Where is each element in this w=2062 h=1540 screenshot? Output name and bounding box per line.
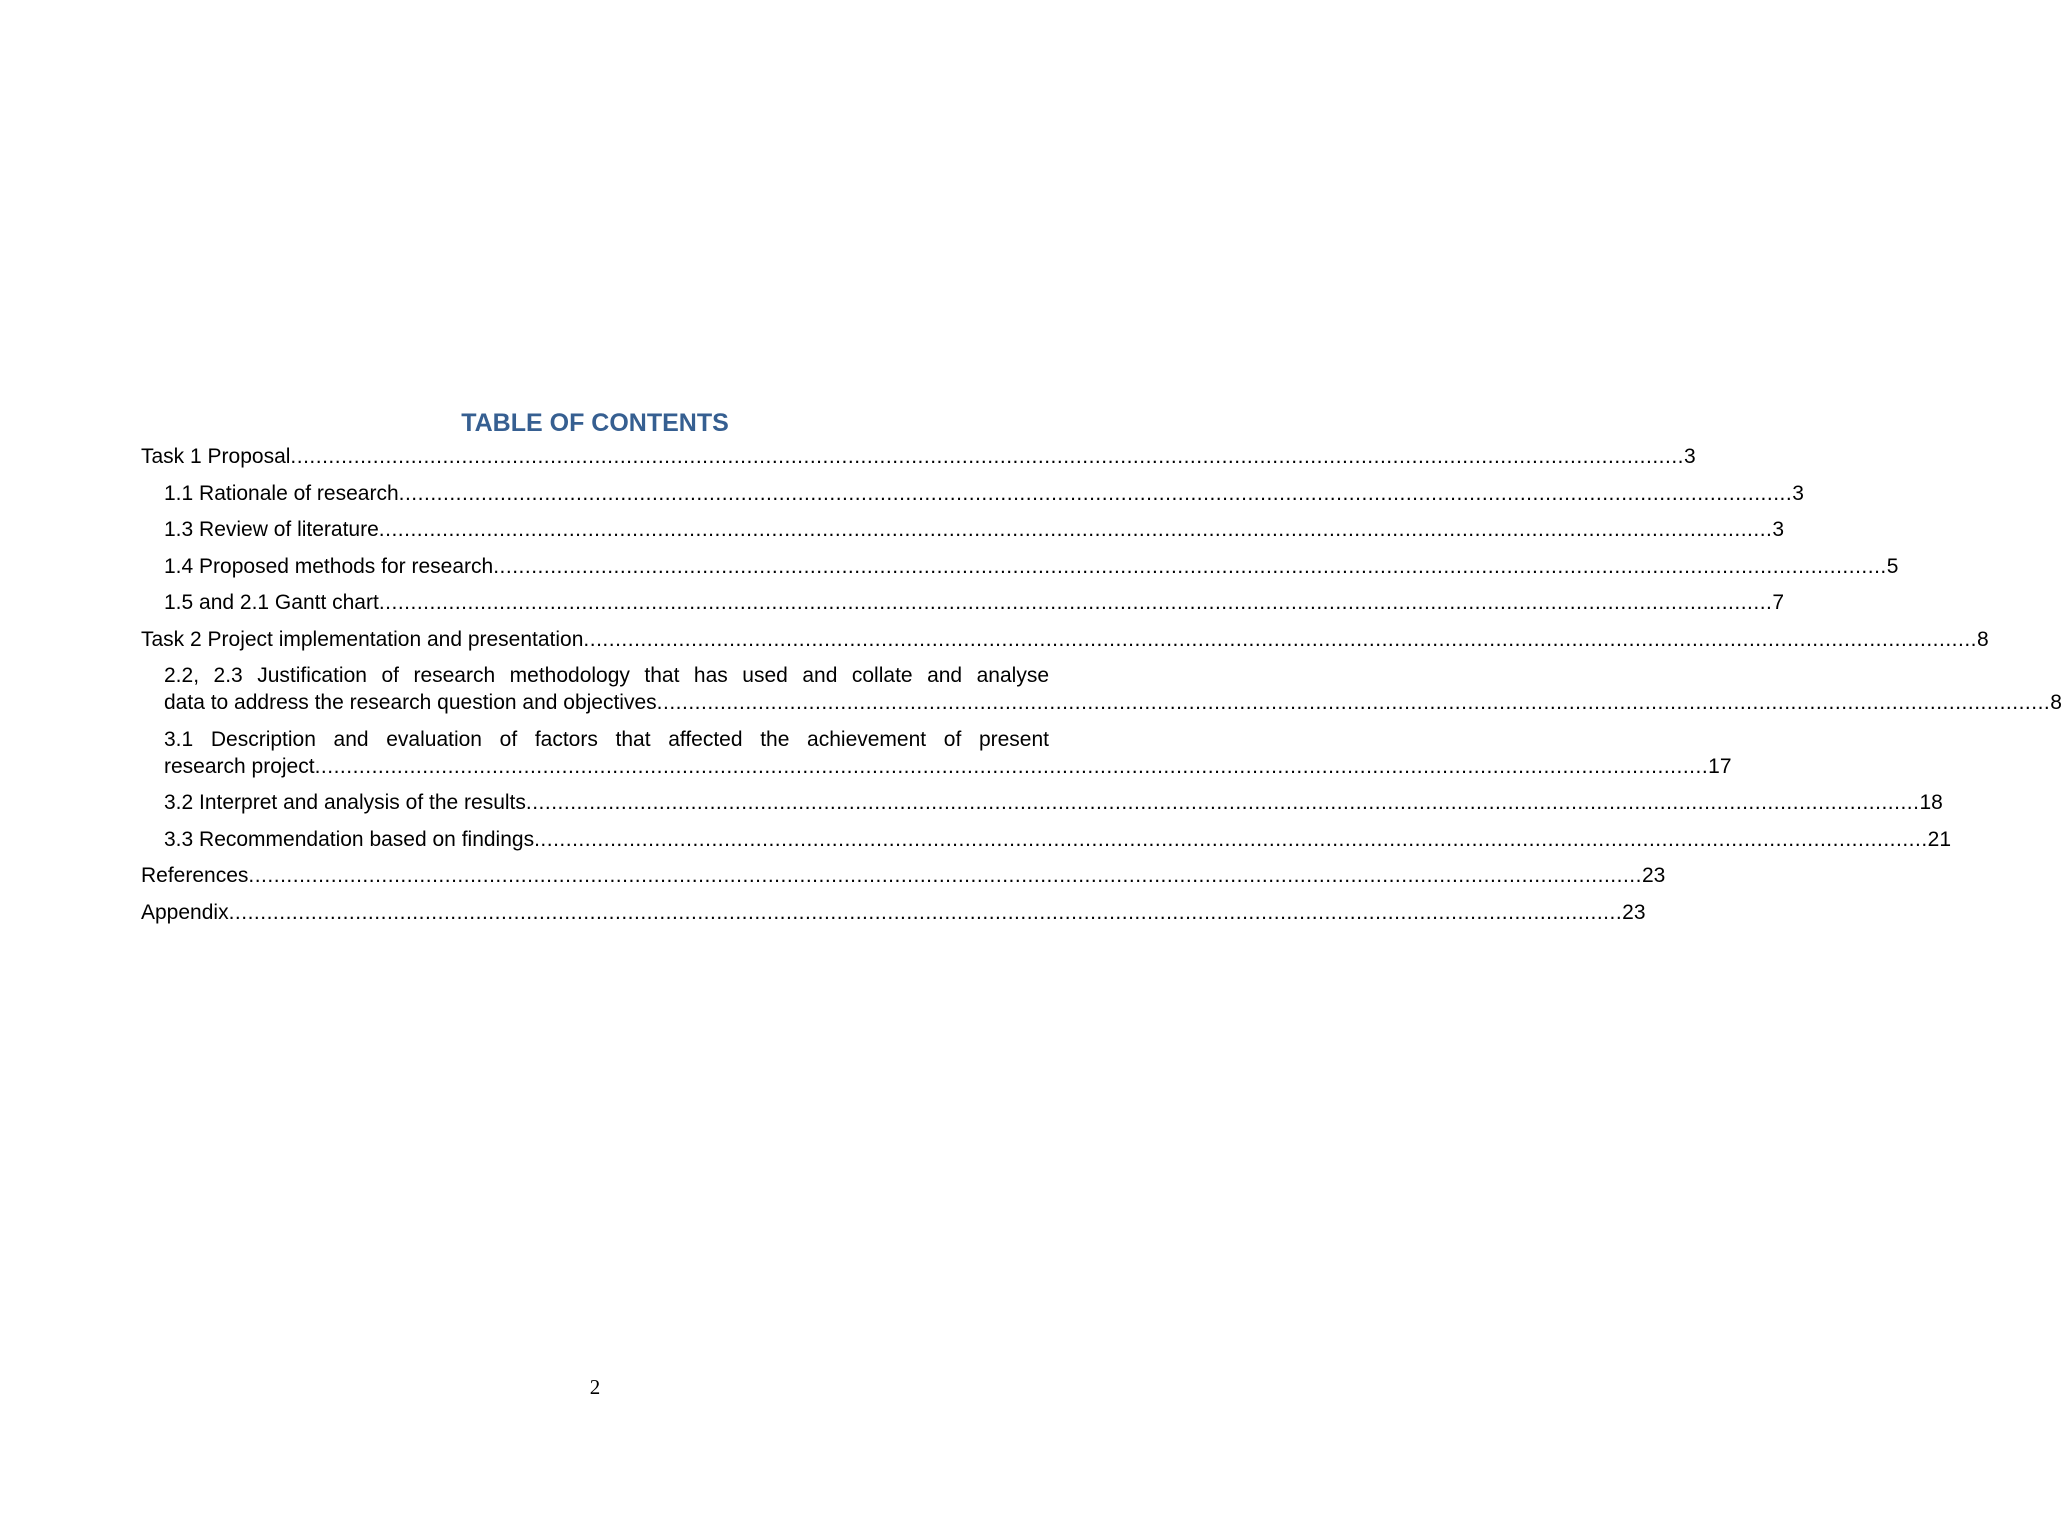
toc-entry[interactable] bbox=[141, 662, 2062, 716]
toc-entry-page: 21 bbox=[1927, 827, 1952, 851]
dot-leader: ............................................................................................................................................................................................................................ bbox=[493, 554, 1887, 578]
toc-title: TABLE OF CONTENTS bbox=[461, 409, 729, 437]
toc-entry[interactable] bbox=[141, 626, 1989, 653]
toc-entry-page: 3 bbox=[1792, 481, 1804, 505]
page-number: 2 bbox=[589, 1375, 601, 1399]
toc-entry-text: Appendix bbox=[141, 900, 229, 924]
toc-entry[interactable] bbox=[141, 789, 1943, 816]
toc-entry-text: References bbox=[141, 864, 249, 887]
dot-leader: ............................................................................................................................................................................................................................ bbox=[314, 754, 1709, 778]
dot-leader: ............................................................................................................................................................................................................................ bbox=[534, 827, 1928, 851]
toc-entry-page: 17 bbox=[1708, 754, 1732, 778]
toc-entry-text: 3.2 Interpret and analysis of the results bbox=[164, 791, 526, 814]
toc-entry-text: 3.3 Recommendation based on findings bbox=[164, 827, 535, 851]
toc-entry-text: 1.5 and 2.1 Gantt chart bbox=[164, 591, 379, 614]
toc-entry-text: 2.2, 2.3 Justification of research methodology that has used and collate and analyse bbox=[164, 664, 1049, 687]
toc-entry-page: 3 bbox=[1684, 445, 1696, 468]
dot-leader: ............................................................................................................................................................................................................................ bbox=[398, 481, 1793, 505]
toc-entry-page: 23 bbox=[1622, 900, 1646, 924]
toc-entry-page: 8 bbox=[1977, 627, 1989, 651]
dot-leader: ............................................................................................................................................................................................................................ bbox=[290, 445, 1685, 468]
toc-entry-page: 3 bbox=[1772, 518, 1785, 541]
toc-entry-text: 1.1 Rationale of research bbox=[164, 481, 399, 505]
dot-leader: ............................................................................................................................................................................................................................ bbox=[583, 627, 1978, 651]
dot-leader: ............................................................................................................................................................................................................................ bbox=[378, 518, 1773, 541]
toc-entry-page: 23 bbox=[1641, 864, 1666, 887]
dot-leader: ............................................................................................................................................................................................................................ bbox=[248, 864, 1642, 887]
toc-entry[interactable] bbox=[141, 899, 1646, 926]
toc-entry-page: 7 bbox=[1772, 591, 1785, 614]
dot-leader: ............................................................................................................................................................................................................................ bbox=[378, 591, 1773, 614]
toc-entry[interactable] bbox=[141, 480, 1804, 507]
toc-entry[interactable] bbox=[141, 553, 1899, 580]
toc-entry-text-continued: research project bbox=[164, 754, 315, 778]
toc-entry-text: Task 2 Project implementation and presentation bbox=[141, 627, 584, 651]
dot-leader: ............................................................................................................................................................................................................................ bbox=[525, 791, 1920, 814]
toc-entry[interactable] bbox=[141, 443, 1696, 470]
toc-entry[interactable] bbox=[141, 589, 1785, 616]
toc-entry-text: 3.1 Description and evaluation of factors that affected the achievement of present bbox=[164, 727, 1049, 751]
toc-entry-page: 8 bbox=[2050, 691, 2062, 714]
toc-entry-page: 18 bbox=[1919, 791, 1943, 814]
toc-entry-text: Task 1 Proposal bbox=[141, 445, 291, 468]
toc-entry-text: 1.3 Review of literature bbox=[164, 518, 379, 541]
dot-leader: ............................................................................................................................................................................................................................ bbox=[656, 691, 2051, 714]
toc-entry[interactable] bbox=[141, 862, 1666, 889]
table-of-contents bbox=[141, 405, 2062, 935]
toc-entry-page: 5 bbox=[1886, 554, 1899, 578]
toc-entry-text-continued: data to address the research question and objectives bbox=[164, 691, 657, 714]
toc-entry-text: 1.4 Proposed methods for research bbox=[164, 554, 494, 578]
toc-entry[interactable] bbox=[141, 516, 1785, 543]
toc-entry[interactable] bbox=[141, 726, 1732, 780]
toc-entry[interactable] bbox=[141, 826, 1952, 853]
dot-leader: ............................................................................................................................................................................................................................ bbox=[228, 900, 1623, 924]
